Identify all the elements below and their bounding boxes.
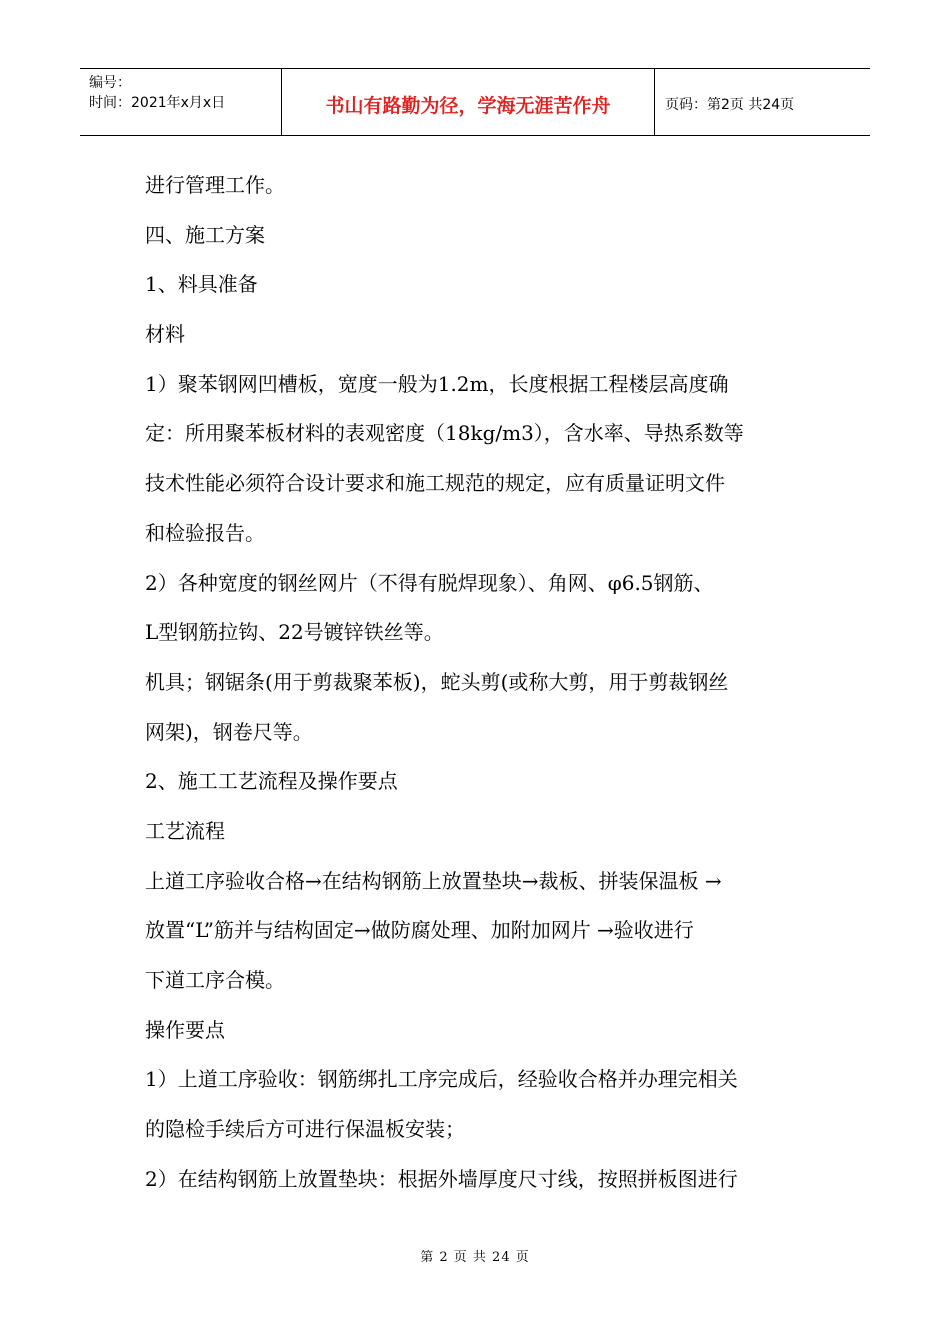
motto-text: 书山有路勤为径，学海无涯苦作舟 [325,94,611,117]
subsection-heading: 1、料具准备 [145,272,258,297]
body-line: L型钢筋拉钩、22号镀锌铁丝等。 [145,620,444,645]
body-line: 1）聚苯钢网凹槽板，宽度一般为1.2m，长度根据工程楼层高度确 [145,371,729,396]
body-line: 进行管理工作。 [145,173,285,197]
document-body [145,163,835,1206]
page-info: 页码：第2页 共24页 [665,97,795,113]
page-footer [0,1246,950,1265]
body-line: 网架)，钢卷尺等。 [145,719,313,744]
body-line: 工艺流程 [145,818,225,843]
body-line: 放置“L”筋并与结构固定→做防腐处理、加附加网片 →验收进行 [145,918,694,943]
header-page-cell [655,69,870,135]
number-label: 编号： [89,75,131,91]
page-header [80,68,870,136]
body-line: 定：所用聚苯板材料的表观密度（18kg/m3），含水率、导热系数等 [145,421,744,446]
footer-page-number: 第 2 页 共 24 页 [420,1250,530,1265]
body-line: 的隐检手续后方可进行保温板安装； [145,1117,465,1142]
body-line: 技术性能必须符合设计要求和施工规范的规定，应有质量证明文件 [145,471,725,496]
body-line: 和检验报告。 [145,520,265,545]
body-line: 上道工序验收合格→在结构钢筋上放置垫块→裁板、拼装保温板 → [145,868,722,893]
header-motto-cell [282,69,655,135]
section-heading: 四、施工方案 [145,222,265,247]
header-meta-cell [80,69,282,135]
body-line: 2）在结构钢筋上放置垫块：根据外墙厚度尺寸线，按照拼板图进行 [145,1166,738,1191]
body-line: 1）上道工序验收：钢筋绑扎工序完成后，经验收合格并办理完相关 [145,1067,738,1092]
subsection-heading: 2、施工工艺流程及操作要点 [145,769,398,794]
body-line: 2）各种宽度的钢丝网片（不得有脱焊现象）、角网、φ6.5钢筋、 [145,570,714,595]
body-line: 材料 [145,322,185,347]
body-line: 操作要点 [145,1017,225,1042]
body-line: 机具；钢锯条(用于剪裁聚苯板)，蛇头剪(或称大剪，用于剪裁钢丝 [145,669,729,694]
time-label: 时间：2021年x月x日 [89,95,226,111]
body-line: 下道工序合模。 [145,968,285,992]
